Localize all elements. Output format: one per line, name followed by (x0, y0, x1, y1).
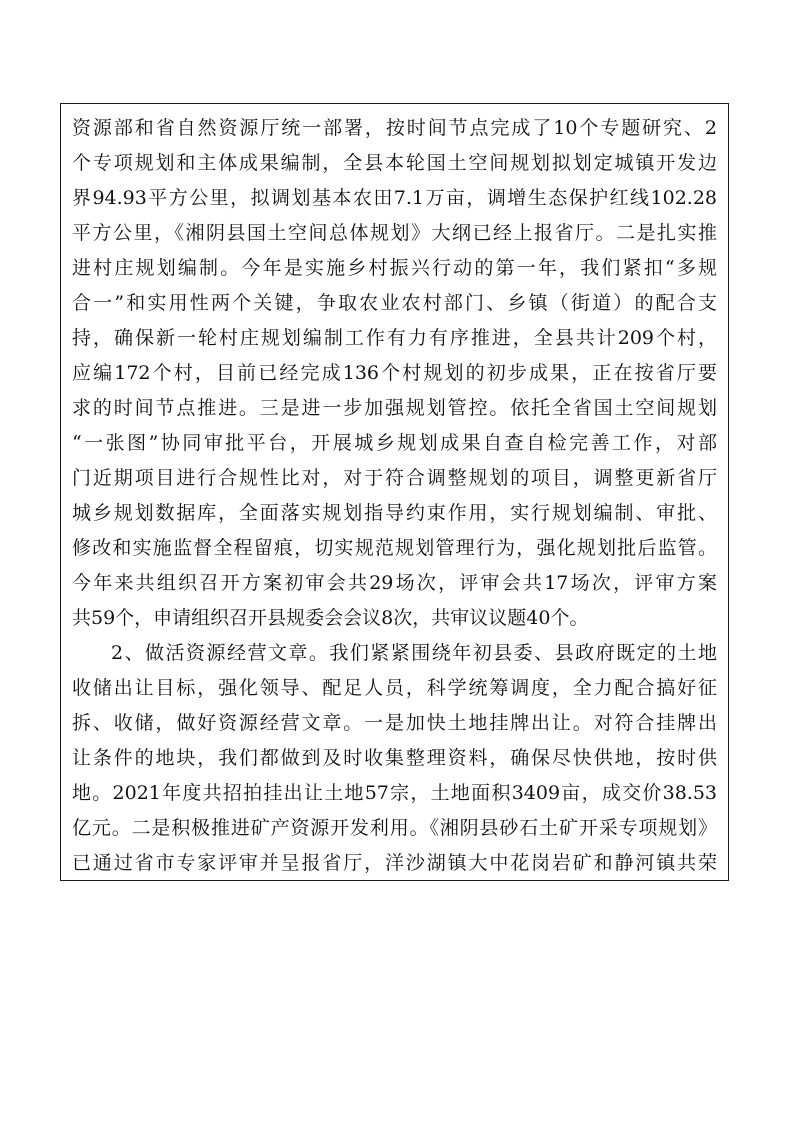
text-line: 持，确保新一轮村庄规划编制工作有力有序推进，全县共计209个村， (72, 327, 717, 349)
text-line: 共59个，申请组织召开县规委会会议8次，共审议议题40个。 (72, 607, 589, 629)
paragraph-start-line: 2、做活资源经营文章。我们紧紧围绕年初县委、县政府既定的土地 (111, 642, 717, 664)
text-line: 资源部和省自然资源厅统一部署，按时间节点完成了10个专题研究、2 (72, 117, 717, 139)
text-line: 个专项规划和主体成果编制，全县本轮国土空间规划拟划定城镇开发边 (72, 152, 717, 174)
text-line: 修改和实施监督全程留痕，切实规范规划管理行为，强化规划批后监管。 (72, 537, 717, 559)
text-line: 门近期项目进行合规性比对，对于符合调整规划的项目，调整更新省厅 (72, 467, 717, 489)
text-line: 进村庄规划编制。今年是实施乡村振兴行动的第一年，我们紧扣“多规 (72, 257, 717, 279)
text-line: 今年来共组织召开方案初审会共29场次，评审会共17场次，评审方案 (72, 572, 717, 594)
text-line: 合一”和实用性两个关键，争取农业农村部门、乡镇（街道）的配合支 (72, 292, 717, 314)
text-line: “一张图”协同审批平台，开展城乡规划成果自查自检完善工作，对部 (72, 432, 717, 454)
text-line: 拆、收储，做好资源经营文章。一是加快土地挂牌出让。对符合挂牌出 (72, 712, 717, 734)
text-line: 求的时间节点推进。三是进一步加强规划管控。依托全省国土空间规划 (72, 397, 717, 419)
text-line: 已通过省市专家评审并呈报省厅，洋沙湖镇大中花岗岩矿和静河镇共荣 (72, 852, 717, 874)
text-line: 亿元。二是积极推进矿产资源开发利用。《湘阴县砂石土矿开采专项规划》 (72, 817, 717, 839)
text-line: 城乡规划数据库，全面落实规划指导约束作用，实行规划编制、审批、 (72, 502, 717, 524)
text-line: 收储出让目标，强化领导、配足人员，科学统筹调度，全力配合搞好征 (72, 677, 717, 699)
text-line: 界94.93平方公里，拟调划基本农田7.1万亩，调增生态保护红线102.28 (72, 187, 717, 209)
text-line: 让条件的地块，我们都做到及时收集整理资料，确保尽快供地，按时供 (72, 747, 717, 769)
text-line: 地。2021年度共招拍挂出让土地57宗，土地面积3409亩，成交价38.53 (72, 782, 717, 804)
text-line: 应编172个村，目前已经完成136个村规划的初步成果，正在按省厅要 (72, 362, 717, 384)
text-line: 平方公里，《湘阴县国土空间总体规划》大纲已经上报省厅。二是扎实推 (72, 222, 717, 244)
